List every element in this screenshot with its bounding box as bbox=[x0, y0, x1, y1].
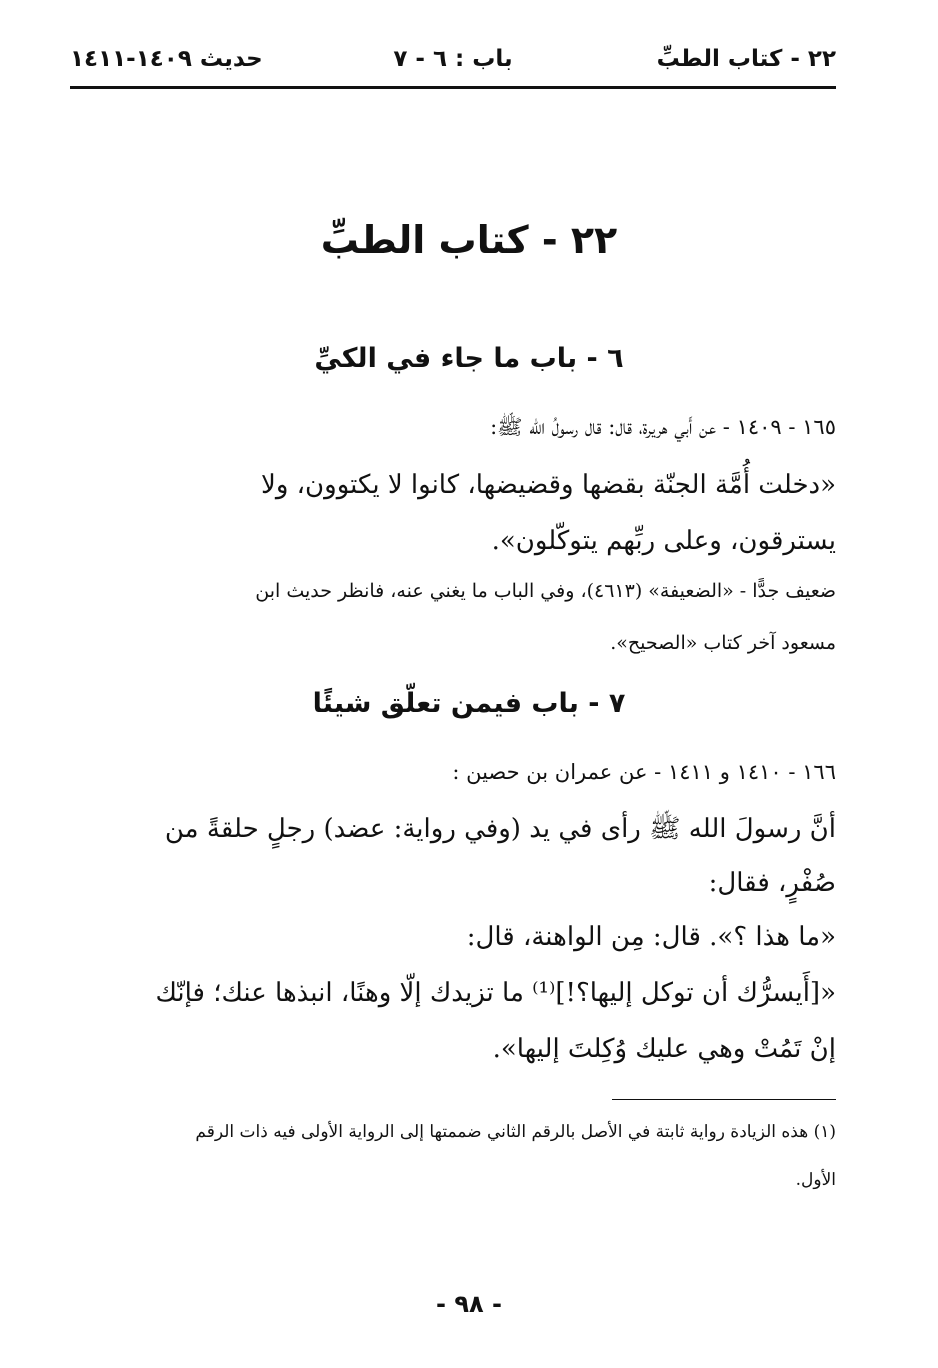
header-book-title: ٢٢ - كتاب الطبِّ bbox=[656, 46, 836, 72]
header-rule bbox=[70, 86, 836, 89]
footnote-rule bbox=[612, 1099, 836, 1100]
hadith-166-text-line-2: صُفْرٍ، فقال: bbox=[708, 868, 836, 898]
chapter-7-title: ٧ - باب فيمن تعلّق شيئًا bbox=[312, 688, 626, 719]
hadith-165-note-line-2: مسعود آخر كتاب «الصحيح». bbox=[610, 632, 836, 654]
page-number: - ٩٨ - bbox=[436, 1290, 502, 1318]
hadith-166-text-line-4: «[أَيسرُّك أن توكل إليها؟!]⁽¹⁾ ما تزيدك إلّا وهنًا، انبذها عنك؛ فإنّك bbox=[155, 978, 836, 1008]
chapter-6-title: ٦ - باب ما جاء في الكيِّ bbox=[314, 343, 624, 374]
hadith-166-text-line-1: أنَّ رسولَ الله ﷺ رأى في يد (وفي رواية: عضد) رجلٍ حلقةً من bbox=[164, 814, 836, 844]
footnote-line-2: الأول. bbox=[795, 1170, 836, 1190]
hadith-165-intro: ١٦٥ - ١٤٠٩ - عن أَبي هريرة، قال: قال رسولُ الله ﷺ: bbox=[490, 415, 836, 439]
header-chapter-range: باب : ٦ - ٧ bbox=[393, 46, 513, 72]
hadith-165-text-line-1: «دخلت أُمَّة الجنّة بقضها وقضيضها، كانوا لا يكتوون، ولا bbox=[261, 470, 836, 500]
header-hadith-range: حديث ١٤٠٩-١٤١١ bbox=[70, 46, 263, 72]
hadith-166-intro: ١٦٦ - ١٤١٠ و ١٤١١ - عن عمران بن حصين : bbox=[452, 760, 836, 784]
hadith-166-text-line-5: إنْ تَمُتْ وهي عليك وُكِلتَ إليها». bbox=[492, 1034, 836, 1064]
hadith-165-note-line-1: ضعيف جدًّا - «الضعيفة» (٤٦١٣)، وفي الباب ما يغني عنه، فانظر حديث ابن bbox=[255, 580, 836, 602]
book-title: ٢٢ - كتاب الطبِّ bbox=[320, 218, 618, 262]
footnote-line-1: (١) هذه الزيادة رواية ثابتة في الأصل بالرقم الثاني ضممتها إلى الرواية الأولى فيه ذات الرقم bbox=[195, 1122, 836, 1142]
hadith-166-text-line-3: «ما هذا ؟». قال: مِن الواهنة، قال: bbox=[466, 922, 836, 952]
hadith-165-text-line-2: يسترقون، وعلى ربِّهم يتوكّلون». bbox=[491, 526, 836, 556]
running-header bbox=[70, 40, 836, 84]
